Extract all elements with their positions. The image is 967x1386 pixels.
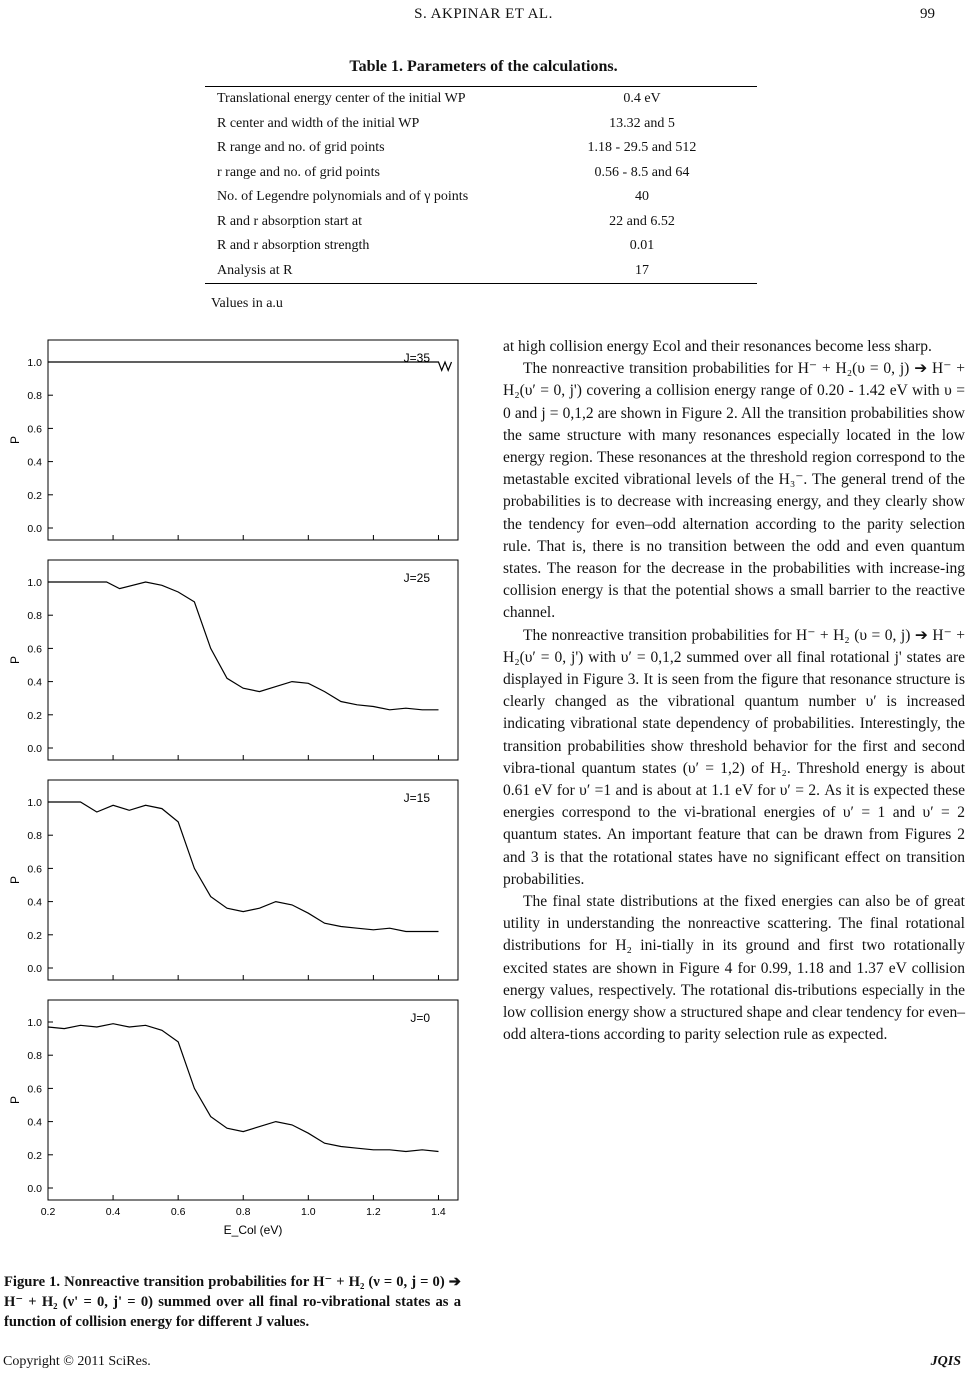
value-cell: 13.32 and 5 bbox=[609, 115, 675, 131]
param-cell: R and r absorption start at bbox=[217, 213, 363, 229]
y-axis-label: P bbox=[8, 655, 22, 665]
y-tick-label: 0.4 bbox=[27, 676, 42, 689]
y-tick-label: 0.6 bbox=[27, 643, 42, 656]
body-paragraph-1: at high collision energy Ecol and their resonances become less sharp. bbox=[503, 338, 932, 355]
figure-1-panels bbox=[0, 330, 470, 1275]
y-tick-label: 0.2 bbox=[27, 1149, 42, 1162]
y-tick-label: 0.0 bbox=[27, 743, 42, 755]
y-tick-label: 0.4 bbox=[27, 456, 42, 469]
table-title: Table 1. Parameters of the calculations. bbox=[349, 58, 618, 75]
body-column bbox=[503, 336, 965, 1047]
page-number: 99 bbox=[920, 6, 935, 22]
y-tick-label: 0.4 bbox=[27, 1116, 42, 1129]
y-tick-label: 0.0 bbox=[27, 963, 42, 975]
body-paragraph-3: The nonreactive transition probabilities for H⁻ + H₂ (υ = 0, j) ➔ H⁻ + H₂(υ′ = 0, j') with υ′ = 0,1,2 summed over all final rotational j' states are displayed in Figure 3. It is seen from the figure that resonance structure is clearly changed as the vibrational quantum number υ′ is increased indicating vibrational state dependency of probabilities. Interestingly, the transition probabilities show threshold behavior for the first and second vibra-tional quantum states (υ′ = 1,2) of H₂. Threshold energy is about 0.61 eV for υ′ =1 and is about at 1.1 eV for υ′ = 2. As it is expected these energies correspond to the vi-brational energies of υ′ = 1 and υ′ = 2 quantum states. An important feature that can be drawn from Figures 2 and 3 is that the rotational states have no significant effect on transition probabilities. bbox=[503, 626, 965, 888]
x-tick-label: 1.4 bbox=[431, 1206, 446, 1218]
figure-caption bbox=[4, 1272, 461, 1332]
y-axis-label: P bbox=[8, 1095, 22, 1105]
table-note: Values in a.u bbox=[211, 296, 283, 311]
probability-series-line bbox=[48, 362, 452, 370]
x-tick-label: 0.2 bbox=[40, 1206, 56, 1218]
probability-series-line bbox=[48, 1024, 439, 1152]
y-tick-label: 0.4 bbox=[27, 896, 42, 909]
param-cell: R and r absorption strength bbox=[217, 238, 370, 254]
y-tick-label: 1.0 bbox=[27, 1017, 42, 1029]
param-cell: No. of Legendre polynomials and of γ points bbox=[217, 189, 469, 205]
y-tick-label: 0.0 bbox=[27, 1183, 42, 1195]
value-cell: 17 bbox=[527, 259, 757, 284]
table-row bbox=[205, 161, 757, 186]
panel-frame bbox=[48, 560, 458, 760]
journal-name: JQIS bbox=[930, 1354, 961, 1369]
y-tick-label: 0.6 bbox=[27, 423, 42, 436]
table-row bbox=[205, 210, 757, 235]
x-tick-label: 0.8 bbox=[235, 1206, 251, 1218]
page-header bbox=[0, 4, 967, 28]
value-cell: 0.56 - 8.5 and 64 bbox=[594, 164, 690, 180]
y-tick-label: 0.6 bbox=[27, 1083, 42, 1096]
y-tick-label: 0.8 bbox=[27, 610, 42, 623]
x-axis-label: E_Col (eV) bbox=[223, 1223, 283, 1237]
value-cell: 40 bbox=[635, 189, 649, 205]
y-tick-label: 0.0 bbox=[27, 523, 42, 535]
copyright: Copyright © 2011 SciRes. bbox=[3, 1354, 151, 1369]
y-tick-label: 1.0 bbox=[27, 577, 42, 589]
panel-frame bbox=[48, 780, 458, 980]
probability-series-line bbox=[48, 802, 439, 932]
panel-j-label: J=0 bbox=[410, 1011, 430, 1025]
panel-frame bbox=[48, 1000, 458, 1200]
probability-series-line bbox=[48, 582, 439, 710]
table-row bbox=[205, 136, 757, 161]
y-tick-label: 1.0 bbox=[27, 357, 42, 369]
y-tick-label: 1.0 bbox=[27, 797, 42, 809]
param-cell: R range and no. of grid points bbox=[217, 140, 385, 156]
y-tick-label: 0.2 bbox=[27, 709, 42, 722]
value-cell: 22 and 6.52 bbox=[609, 213, 675, 229]
panel-j-label: J=35 bbox=[403, 351, 430, 365]
body-paragraph-4: The final state distributions at the fixed energies can also be of great utility in understanding the nonreactive scattering. The final rotational distributions for H₂ ini-tially in its ground and first two rotationally excited states are shown in Figure 4 for 0.99, 1.18 and 1.37 eV collision energy values, respectively. The rotational dis-tributions especially in the low collision energy show a structured shape and clear tendency for even–odd altera-tions according to parity selection rule as expected. bbox=[503, 893, 965, 1044]
panel-j-label: J=25 bbox=[403, 571, 430, 585]
param-cell: r range and no. of grid points bbox=[217, 164, 380, 180]
value-cell: 0.01 bbox=[629, 238, 655, 254]
table-row bbox=[205, 87, 757, 112]
y-tick-label: 0.8 bbox=[27, 1050, 42, 1063]
x-tick-label: 0.4 bbox=[105, 1206, 121, 1218]
body-paragraph-2: The nonreactive transition probabilities for H⁻ + H₂(υ = 0, j) ➔ H⁻ + H₂(υ′ = 0, j') covering a collision energy range of 0.20 - 1.42 eV with υ = 0 and j = 0,1,2 are shown in Figure 2. All the transition probabilities show the same structure with many resonances especially located in the low energy region. These resonances at the threshold region correspond to the metastable excited vibrational levels of the H₃⁻. The general trend of the probabilities is to decrease with increasing energy, and they clearly show the tendency for even–odd alternation according to the parity selection rule. That is, there is no transition between the odd and even quantum states. The reason for the decrease in the probabilities with increase-ing collision energy is that the potential shows a small barrier to the reactive channel. bbox=[503, 360, 965, 622]
parameters-table bbox=[205, 86, 757, 284]
table-row bbox=[205, 234, 757, 259]
param-cell: Translational energy center of the initial WP bbox=[205, 87, 527, 112]
x-tick-label: 1.0 bbox=[301, 1206, 316, 1218]
x-tick-label: 0.6 bbox=[170, 1206, 186, 1218]
param-cell: R center and width of the initial WP bbox=[217, 115, 420, 131]
y-tick-label: 0.8 bbox=[27, 830, 42, 843]
panel-j-label: J=15 bbox=[403, 791, 430, 805]
figure-caption-text: Figure 1. Nonreactive transition probabilities for H⁻ + H₂ (ν = 0, j = 0) ➔ H⁻ + H₂ (ν' = 0, j' = 0) summed over all final ro-vibrational states as a function of collision energy for different J values. bbox=[4, 1274, 461, 1330]
y-tick-label: 0.2 bbox=[27, 489, 42, 502]
value-cell: 0.4 eV bbox=[527, 87, 757, 112]
y-tick-label: 0.8 bbox=[27, 390, 42, 403]
table-row bbox=[205, 185, 757, 210]
y-tick-label: 0.6 bbox=[27, 863, 42, 876]
x-tick-label: 1.2 bbox=[366, 1206, 381, 1218]
y-axis-label: P bbox=[8, 435, 22, 445]
value-cell: 1.18 - 29.5 and 512 bbox=[587, 140, 697, 156]
param-cell: Analysis at R bbox=[205, 259, 527, 284]
table-row bbox=[205, 112, 757, 137]
y-axis-label: P bbox=[8, 875, 22, 885]
panel-frame bbox=[48, 340, 458, 540]
y-tick-label: 0.2 bbox=[27, 929, 42, 942]
running-title: S. AKPINAR ET AL. bbox=[414, 6, 553, 22]
table-row bbox=[205, 259, 757, 284]
